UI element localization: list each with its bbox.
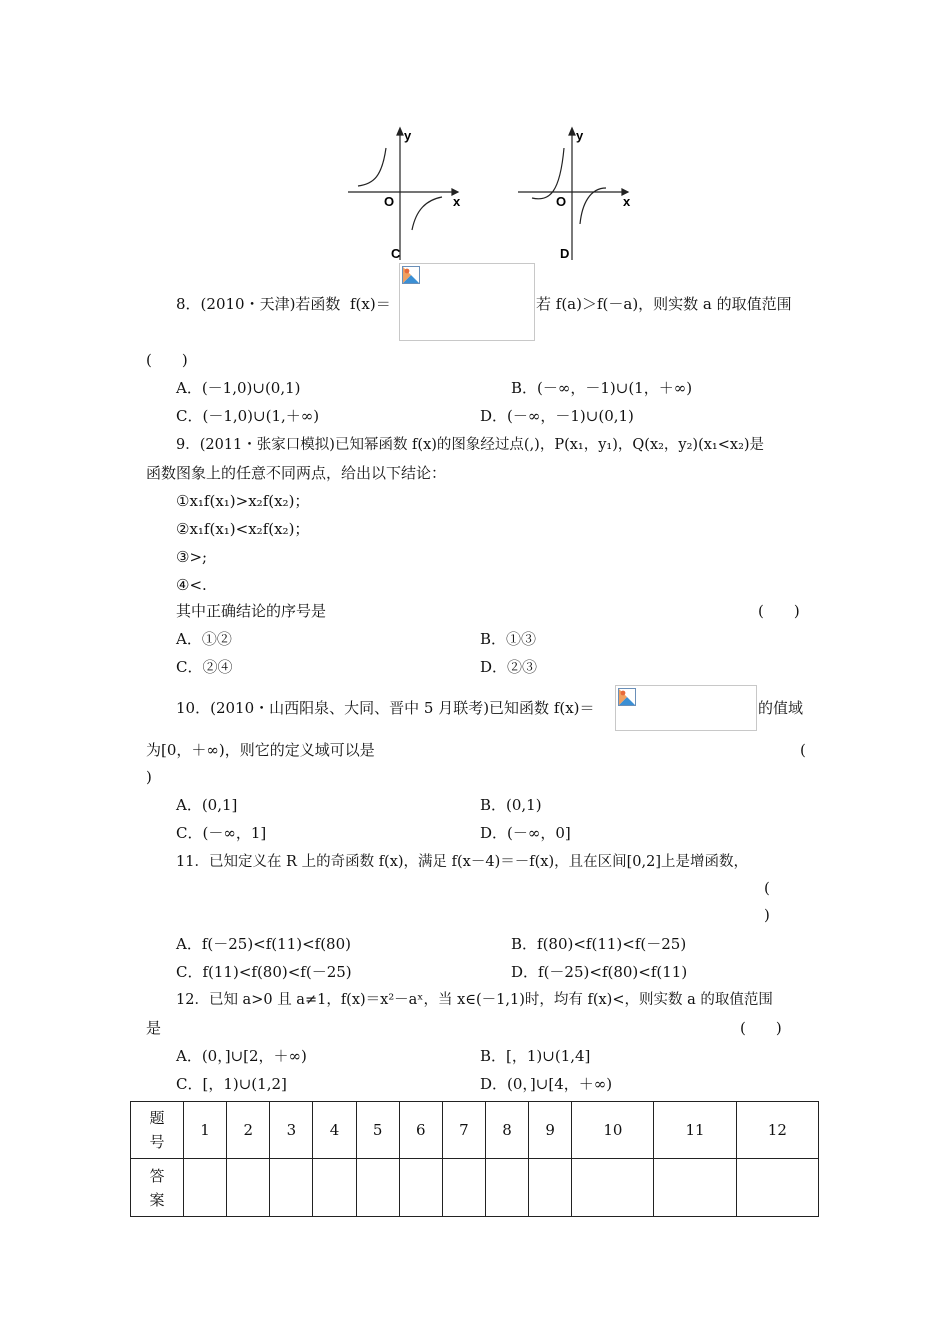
q10-paren-open: ( (800, 741, 806, 759)
q8-stem-b: f(x)＝ (350, 295, 391, 313)
answer-cell[interactable] (184, 1159, 227, 1217)
graph-c-label: C (391, 246, 401, 261)
q11-stem: 11．已知定义在 R 上的奇函数 f(x)，满足 f(x－4)＝－f(x)，且在区间[0,2]上是增函数， (176, 854, 748, 870)
q9-line1: 9．(2011・张家口模拟)已知幂函数 f(x)的图象经过点(,)，P(x₁，y₁)，Q(x₂，y₂)(x₁<x₂)是 (176, 437, 765, 453)
q8-paren: ( ) (146, 351, 188, 369)
answer-cell[interactable] (270, 1159, 313, 1217)
graph-c-y-label: y (404, 128, 412, 143)
q9-conclusion-1: ①x₁f(x₁)>x₂f(x₂)； (176, 492, 310, 510)
answer-cell[interactable] (736, 1159, 818, 1217)
answer-cell[interactable] (227, 1159, 270, 1217)
answer-cell[interactable] (654, 1159, 736, 1217)
q8-option-c: C．(－1,0)∪(1,＋∞) (176, 407, 320, 425)
answer-cell[interactable] (399, 1159, 442, 1217)
q12-option-a: A．(0，]∪[2，＋∞) (176, 1047, 307, 1065)
q10-paren-close: ) (146, 768, 152, 786)
q8-option-b: B．(－∞，－1)∪(1，＋∞) (511, 379, 693, 397)
question-number-cell: 12 (736, 1102, 818, 1159)
question-number-cell: 8 (485, 1102, 528, 1159)
answer-cell[interactable] (313, 1159, 356, 1217)
q8-option-a: A．(－1,0)∪(0,1) (176, 379, 301, 397)
question-number-cell: 2 (227, 1102, 270, 1159)
q11-paren-open: ( (764, 879, 770, 897)
q11-option-a: A．f(－25)<f(11)<f(80) (176, 935, 351, 953)
question-number-cell: 9 (529, 1102, 572, 1159)
q8-stem-c: 若 f(a)＞f(－a)，则实数 a 的取值范围 (536, 295, 792, 313)
question-number-cell: 6 (399, 1102, 442, 1159)
q12-paren: ( ) (740, 1019, 782, 1037)
q12-option-b: B．[，1)∪(1,4] (480, 1047, 591, 1065)
q12-line2: 是 (146, 1019, 162, 1037)
question-number-cell: 11 (654, 1102, 736, 1159)
q11-option-d: D．f(－25)<f(80)<f(11) (511, 963, 688, 981)
q9-line2: 函数图象上的任意不同两点，给出以下结论： (146, 464, 447, 482)
q9-ask: 其中正确结论的序号是 (176, 602, 327, 620)
q12-option-d: D．(0，]∪[4，＋∞) (480, 1075, 613, 1093)
broken-image-icon (618, 688, 636, 706)
graph-d (510, 124, 650, 266)
graph-c (340, 124, 480, 266)
q11-option-c: C．f(11)<f(80)<f(－25) (176, 963, 352, 981)
graph-c-x-label: x (453, 194, 461, 209)
question-number-cell: 10 (572, 1102, 654, 1159)
answer-row (131, 1159, 819, 1217)
question-number-row (131, 1102, 819, 1159)
answer-cell[interactable] (485, 1159, 528, 1217)
curve-d-left (532, 148, 564, 199)
y-axis-arrow-icon (569, 128, 575, 135)
q8-stem-a: 8．(2010・天津)若函数 (176, 295, 341, 313)
q10-tail: 的值域 (758, 699, 804, 717)
q10-stem: 10．(2010・山西阳泉、大同、晋中 5 月联考)已知函数 f(x)＝ (176, 699, 595, 717)
q10-option-c: C．(－∞，1] (176, 824, 267, 842)
q8-option-d: D．(－∞，－1)∪(0,1) (480, 407, 634, 425)
answer-cell[interactable] (572, 1159, 654, 1217)
q8-formula-image (399, 263, 535, 341)
q9-conclusion-4: ④<. (176, 576, 207, 594)
q12-option-c: C．[，1)∪(1,2] (176, 1075, 287, 1093)
answer-cell[interactable] (442, 1159, 485, 1217)
q11-option-b: B．f(80)<f(11)<f(－25) (511, 935, 687, 953)
graph-c-origin-label: O (384, 194, 395, 209)
graph-d-label: D (560, 246, 570, 261)
graph-d-x-label: x (623, 194, 631, 209)
answer-table (130, 1101, 819, 1217)
question-number-cell: 3 (270, 1102, 313, 1159)
question-number-cell: 4 (313, 1102, 356, 1159)
q10-option-d: D．(－∞，0] (480, 824, 571, 842)
q9-paren: ( ) (758, 602, 800, 620)
curve-d-right (580, 188, 606, 224)
q11-paren-close: ) (764, 906, 770, 924)
q9-option-c: C．②④ (176, 658, 233, 676)
q12-stem: 12．已知 a>0 且 a≠1，f(x)＝x²－aˣ，当 x∈(－1,1)时，均有 f(x)<，则实数 a 的取值范围 (176, 992, 773, 1008)
q10-line2: 为[0，＋∞)，则它的定义域可以是 (146, 741, 375, 759)
answer-header: 答 案 (131, 1159, 184, 1217)
q9-option-d: D．②③ (480, 658, 538, 676)
curve-c-right (412, 197, 442, 230)
answer-cell[interactable] (356, 1159, 399, 1217)
graph-d-origin-label: O (556, 194, 567, 209)
q9-conclusion-2: ②x₁f(x₁)<x₂f(x₂)； (176, 520, 310, 538)
broken-image-icon (402, 266, 420, 284)
answer-cell[interactable] (529, 1159, 572, 1217)
curve-c-left (358, 148, 386, 186)
q9-conclusion-3: ③>; (176, 548, 208, 566)
q10-option-a: A．(0,1] (176, 796, 238, 814)
question-number-header: 题 号 (131, 1102, 184, 1159)
q10-formula-image (615, 685, 757, 731)
q9-option-b: B．①③ (480, 630, 537, 648)
question-number-cell: 1 (184, 1102, 227, 1159)
q9-option-a: A．①② (176, 630, 232, 648)
y-axis-arrow-icon (397, 128, 403, 135)
graph-d-y-label: y (576, 128, 584, 143)
question-number-cell: 5 (356, 1102, 399, 1159)
question-number-cell: 7 (442, 1102, 485, 1159)
q10-option-b: B．(0,1) (480, 796, 542, 814)
